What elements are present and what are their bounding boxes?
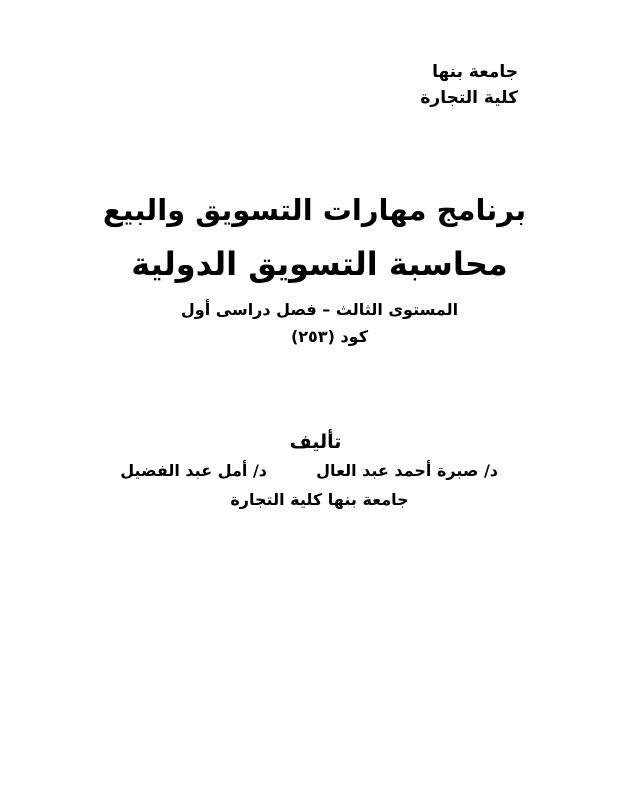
author-name-1: د/ صبرة أحمد عبد العال [316,461,498,480]
authorship-heading: تأليف [289,431,342,453]
university-name: جامعة بنها [432,62,518,82]
author-name-2: د/ أمل عبد الفضيل [120,461,267,480]
course-level: المستوى الثالث – فصل دراسى أول [180,300,459,319]
course-code: كود (٢٥٣) [290,327,369,346]
author-affiliation: جامعة بنها كلية التجارة [230,490,409,509]
course-title: محاسبة التسويق الدولية [131,245,508,283]
faculty-name: كلية التجارة [420,88,518,108]
program-title: برنامج مهارات التسويق والبيع [102,193,527,227]
